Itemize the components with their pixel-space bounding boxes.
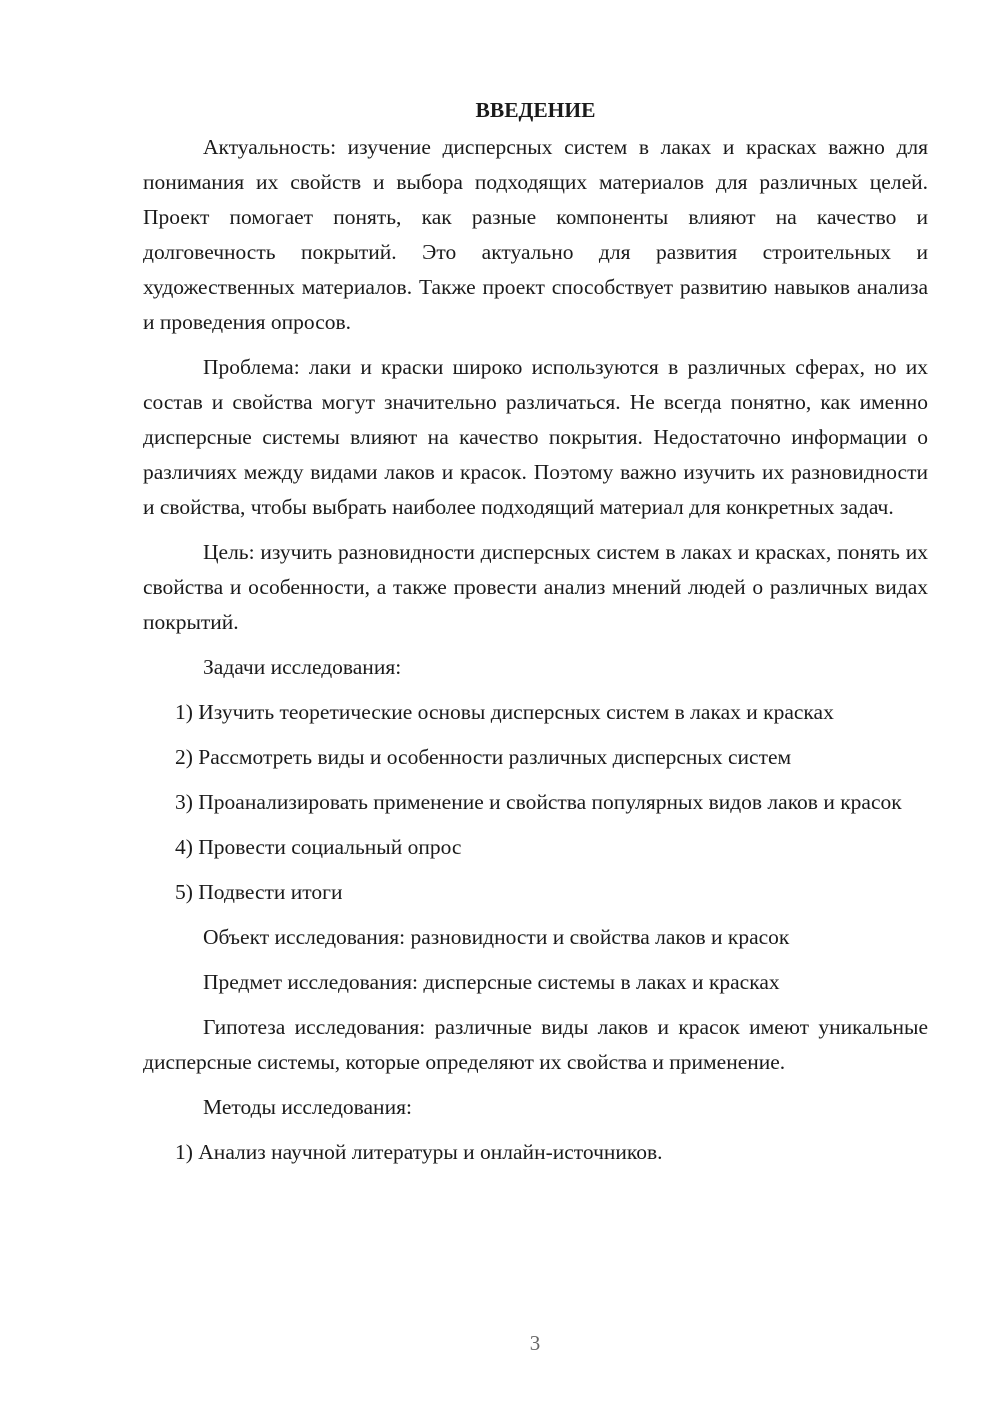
document-page [143,93,928,1180]
relevance-paragraph: Актуальность: изучение дисперсных систем в лаках и красках важно для понимания их свойств и выбора подходящих материалов для различных целей. Проект помогает понять, как разные компоненты влияют на качество и долговечность покрытий. Это актуально для развития строительных и художественных материалов. Также проект способствует развитию навыков анализа и проведения опросов. [143,135,928,334]
task-item-1: 1) Изучить теоретические основы дисперсных систем в лаках и красках [175,700,834,724]
task-item-2: 2) Рассмотреть виды и особенности различных дисперсных систем [175,745,792,769]
tasks-heading: Задачи исследования: [203,655,402,679]
task-item-3: 3) Проанализировать применение и свойства популярных видов лаков и красок [175,790,902,814]
task-item-4: 4) Провести социальный опрос [175,835,462,859]
method-item-1: 1) Анализ научной литературы и онлайн-источников. [175,1140,663,1164]
object-paragraph: Объект исследования: разновидности и свойства лаков и красок [203,925,790,949]
methods-heading: Методы исследования: [203,1095,412,1119]
page-number: 3 [529,1331,541,1355]
subject-paragraph: Предмет исследования: дисперсные системы в лаках и красках [203,970,780,994]
hypothesis-paragraph: Гипотеза исследования: различные виды лаков и красок имеют уникальные дисперсные системы, которые определяют их свойства и применение. [143,1015,928,1074]
problem-paragraph: Проблема: лаки и краски широко используются в различных сферах, но их состав и свойства могут значительно различаться. Не всегда понятно, как именно дисперсные системы влияют на качество покрытия. Недостаточно информации о различиях между видами лаков и красок. Поэтому важно изучить их разновидности и свойства, чтобы выбрать наиболее подходящий материал для конкретных задач. [143,355,928,519]
task-item-5: 5) Подвести итоги [175,880,343,904]
section-title: ВВЕДЕНИЕ [475,98,596,122]
goal-paragraph: Цель: изучить разновидности дисперсных систем в лаках и красках, понять их свойства и особенности, а также провести анализ мнений людей о различных видах покрытий. [143,540,928,634]
